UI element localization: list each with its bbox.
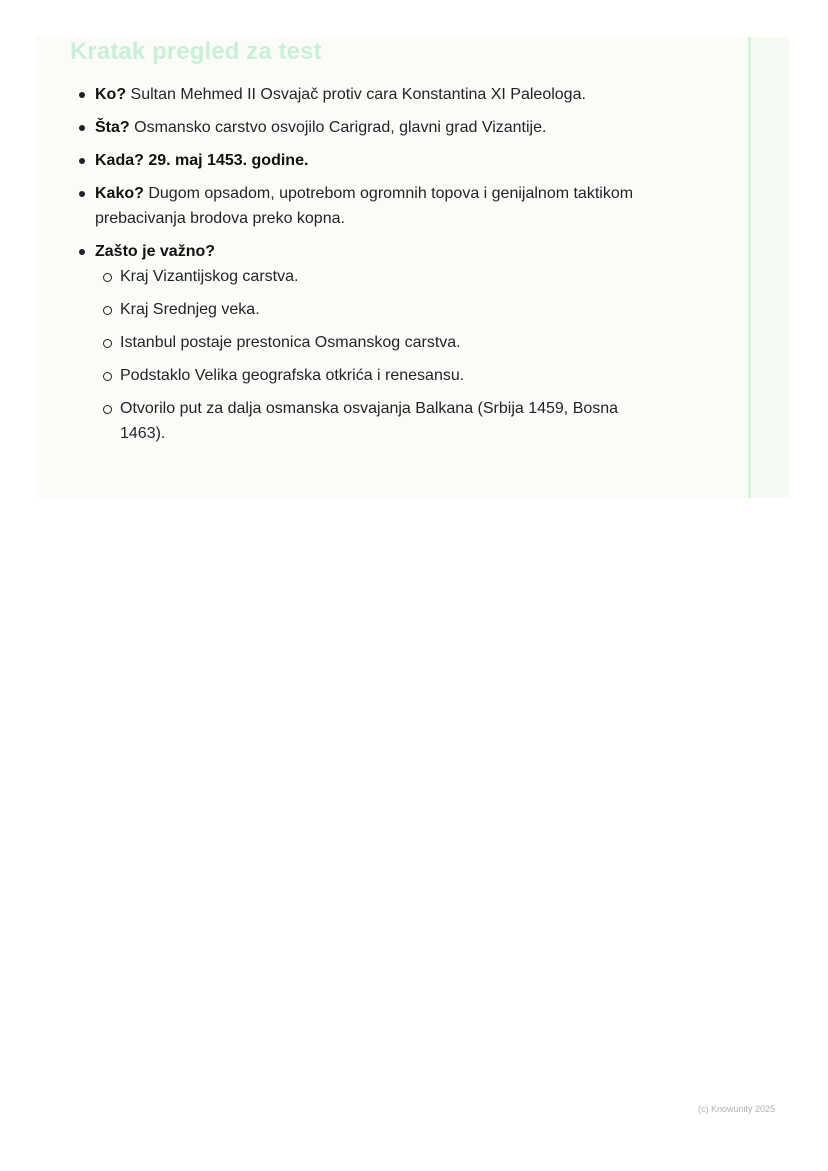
sub-list-item: Otvorilo put za dalja osmanska osvajanja Balkana (Srbija 1459, Bosna 1463). <box>120 396 655 446</box>
list-item-why <box>95 239 655 446</box>
item-label: Šta? <box>95 119 130 136</box>
footer-copyright: (c) Knowunity 2025 <box>697 1104 775 1114</box>
item-text: Osmansko carstvo osvojilo Carigrad, glavni grad Vizantije. <box>129 119 547 136</box>
item-text: Dugom opsadom, upotrebom ogromnih topova i genijalnom taktikom prebacivanja brodova preko kopna. <box>95 185 634 227</box>
section-title: Kratak pregled za test <box>70 38 322 65</box>
item-label: Ko? <box>95 86 127 103</box>
list-item-how <box>95 181 655 231</box>
sub-list-item: Podstaklo Velika geografska otkrića i renesansu. <box>120 363 655 388</box>
item-label: Zašto je važno? <box>95 243 216 260</box>
item-label: Kako? <box>95 185 144 202</box>
sub-list-item: Istanbul postaje prestonica Osmanskog carstva. <box>120 330 655 355</box>
item-text: Sultan Mehmed II Osvajač protiv cara Konstantina XI Paleologa. <box>126 86 586 103</box>
summary-accent-strip <box>748 37 790 498</box>
list-item-what <box>95 115 655 140</box>
sub-list-item: Kraj Srednjeg veka. <box>120 297 655 322</box>
summary-list <box>95 82 655 454</box>
item-label: Kada? 29. maj 1453. godine. <box>95 152 309 169</box>
list-item-when <box>95 148 655 173</box>
list-item-who <box>95 82 655 107</box>
sub-list-item: Kraj Vizantijskog carstva. <box>120 264 655 289</box>
why-important-list <box>95 264 655 446</box>
